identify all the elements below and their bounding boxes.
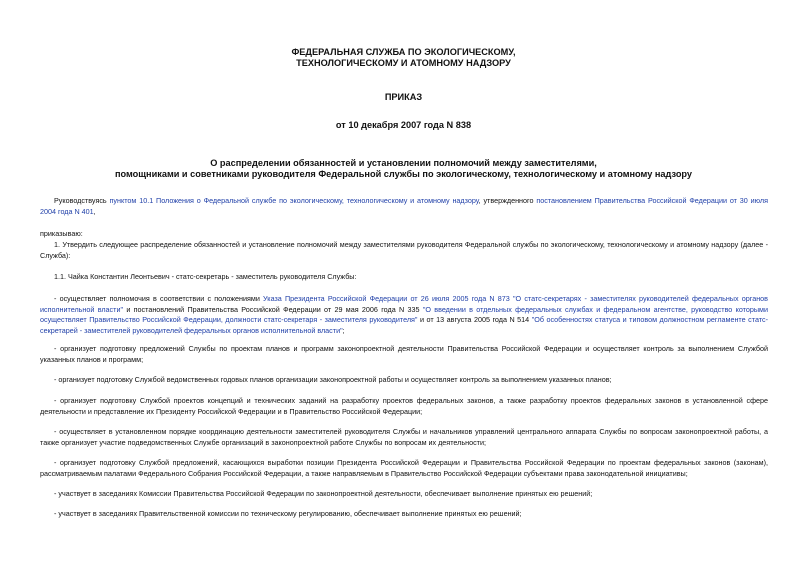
preamble-text: , [93,206,96,216]
duty-text: ; [342,325,345,335]
duty-text: - осуществляет полномочия в соответствии с положениями [54,294,264,303]
duty-5: - осуществляет в установленном порядке координацию деятельности заместителей руководителя Службы и начальников управлений центрального аппарата Службы по вопросам законопроектной работы, а также организует участие подведомственных Службе организаций в законопроектной работе Службы по вопросам их деятельности; [40,427,768,447]
duty-7: - участвует в заседаниях Комиссии Правительства Российской Федерации по законопроектной деятельности, обеспечивает выполнение принятых ею решений; [54,489,593,498]
duty-text: и постановлений Правительства Российской Федерации от 29 мая 2006 года N 335 [123,304,423,314]
duty-1 [40,294,768,336]
duty-4: - организует подготовку Службой проектов концепций и технических заданий на разработку проектов федеральных законов, а также разработку проектов федеральных законов в установленной сфере деятельности и представление их Президенту Российской Федерации и в Правительство Российской Федерации; [40,396,768,416]
item-1: 1. Утвердить следующее распределение обязанностей и установление полномочий между заместителями руководителя Федеральной службы по экологическому, технологическому и атомному надзору (далее - Служба): [40,240,768,260]
resolution-514-link[interactable]: "Об особенностях статуса и типовом должностном регламенте статс-секретарей - заместителей руководителей федеральных органов исполнительной власти" [40,315,768,335]
regulation-link[interactable]: пунктом 10.1 Положения о Федеральной службе по экологическому, технологическому и атомному надзору [109,196,479,205]
order-word: приказываю: [40,229,83,238]
resolution-335-link[interactable]: "О введении в отдельных федеральных службах и федеральном агентстве, руководство которыми осуществляет Правительство Российской Федерации, должности статс-секретаря - заместителя руководителя" [40,304,768,324]
document-date: от 10 декабря 2007 года N 838 [335,120,472,130]
item-1-1: 1.1. Чайка Константин Леонтьевич - статс-секретарь - заместитель руководителя Службы: [54,272,357,281]
subject-line2: помощниками и советниками руководителя Федеральной службы по экологическому, технологическому и атомному надзору [114,169,693,179]
preamble-paragraph [40,196,768,217]
preamble-text: , утвержденного [478,196,537,205]
document-subject [0,158,807,180]
preamble-text: Руководствуясь [54,196,110,205]
duty-3: - организует подготовку Службой ведомственных годовых планов организации законопроектной работы и осуществляет контроль за выполнением указанных планов; [54,375,612,384]
agency-title-line1: ФЕДЕРАЛЬНАЯ СЛУЖБА ПО ЭКОЛОГИЧЕСКОМУ, [291,47,516,57]
subject-line1: О распределении обязанностей и установлении полномочий между заместителями, [210,158,597,168]
document-kind: ПРИКАЗ [384,92,423,102]
decree-873-link[interactable]: Указа Президента Российской Федерации от 26 июля 2005 года N 873 "О статс-секретарях - заместителях руководителей федеральных органов исполнительной власти" [40,294,768,314]
agency-title-line2: ТЕХНОЛОГИЧЕСКОМУ И АТОМНОМУ НАДЗОРУ [296,58,511,68]
duty-2: - организует подготовку предложений Службы по проектам планов и программ законопроектной деятельности Правительства Российской Федерации и осуществляет контроль за выполнением Службой указанных планов и программ; [40,344,768,364]
decree-401-link[interactable]: постановлением Правительства Российской Федерации от 30 июля 2004 года N 401 [40,196,768,216]
duty-6: - организует подготовку Службой предложений, касающихся выработки позиции Президента Российской Федерации и Правительства Российской Федерации по проектам федеральных законов (законам), рассматриваемым палатами Федерального Собрания Российской Федерации, а также направляемым в Правительство Российской Федерации субъектами права законодательной инициативы; [40,458,768,478]
duty-8: - участвует в заседаниях Правительственной комиссии по техническому регулированию, обеспечивает выполнение принятых ею решений; [54,509,522,518]
duty-text: и от 13 августа 2005 года N 514 [417,315,532,324]
agency-title [0,47,807,69]
